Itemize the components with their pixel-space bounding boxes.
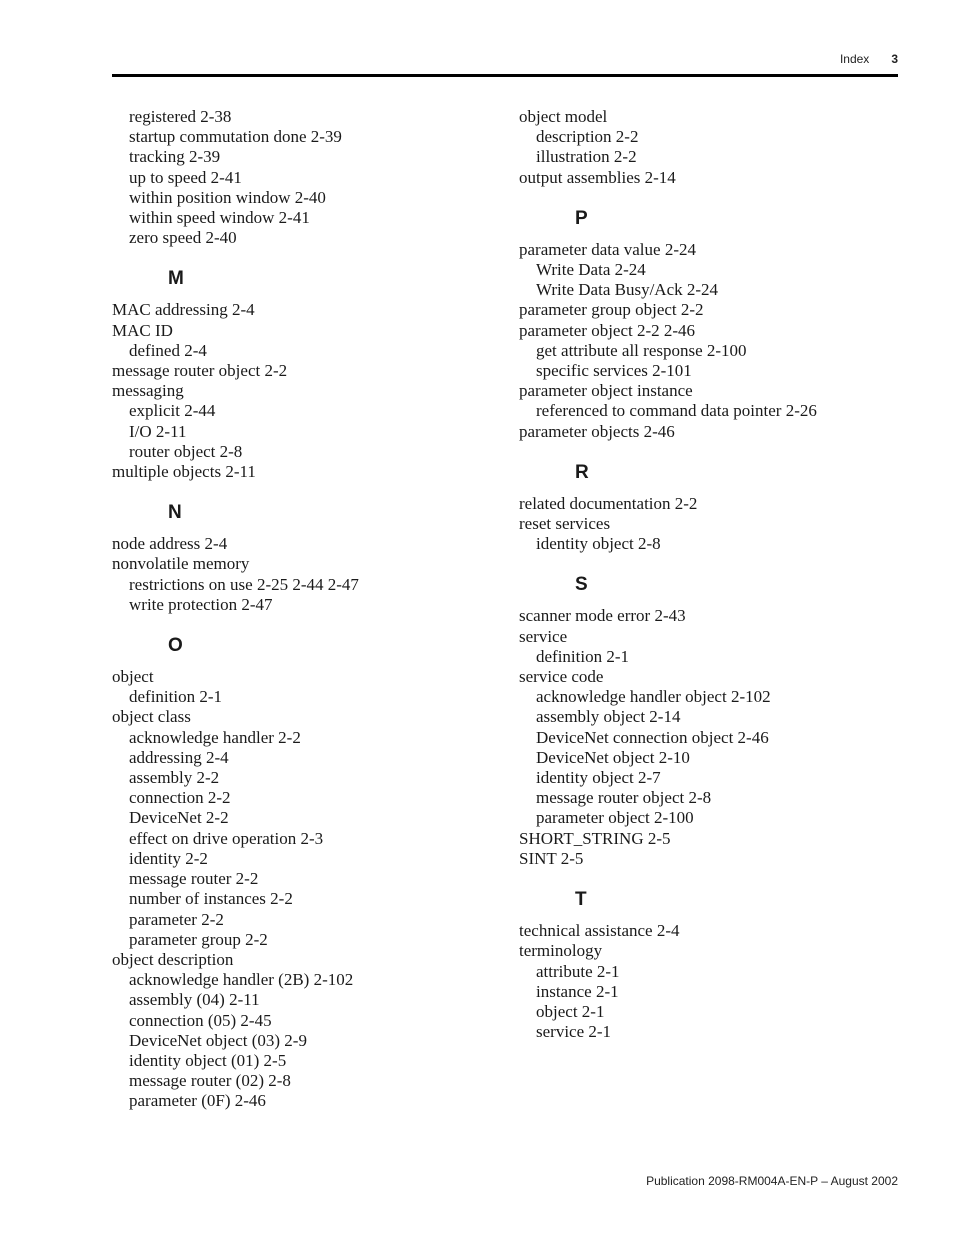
index-entry: nonvolatile memory — [112, 554, 250, 574]
index-entry: multiple objects 2-11 — [112, 462, 256, 482]
index-entry: node address 2-4 — [112, 534, 228, 554]
index-subentry: assembly (04) 2-11 — [129, 990, 260, 1010]
index-entry: parameter data value 2-24 — [519, 239, 696, 259]
index-entry: object — [112, 667, 154, 687]
index-entry: parameter objects 2-46 — [519, 421, 675, 441]
index-entry: terminology — [519, 941, 603, 961]
index-subentry: instance 2-1 — [536, 981, 619, 1001]
index-subentry: DeviceNet connection object 2-46 — [536, 727, 769, 747]
index-entry: service — [519, 626, 568, 646]
index-entry: SINT 2-5 — [519, 848, 584, 868]
index-subentry: effect on drive operation 2-3 — [129, 828, 324, 848]
index-letter-heading: M — [168, 268, 184, 290]
index-subentry: write protection 2-47 — [129, 594, 273, 614]
index-subentry: startup commutation done 2-39 — [129, 127, 342, 147]
index-subentry: description 2-2 — [536, 127, 639, 147]
index-subentry: router object 2-8 — [129, 441, 243, 461]
index-letter-heading: N — [168, 502, 182, 524]
index-subentry: assembly 2-2 — [129, 768, 220, 788]
index-subentry: message router object 2-8 — [536, 788, 712, 808]
index-column-left — [112, 107, 492, 1112]
index-subentry: identity 2-2 — [129, 848, 208, 868]
index-subentry: acknowledge handler 2-2 — [129, 727, 301, 747]
index-subentry: zero speed 2-40 — [129, 228, 237, 248]
index-entry: scanner mode error 2-43 — [519, 606, 686, 626]
index-entry: service code — [519, 667, 604, 687]
index-subentry: definition 2-1 — [129, 687, 223, 707]
page-header — [840, 52, 898, 66]
index-subentry: message router 2-2 — [129, 869, 259, 889]
index-entry: messaging — [112, 381, 184, 401]
index-entry: parameter object instance — [519, 381, 693, 401]
index-subentry: parameter object 2-100 — [536, 808, 694, 828]
index-subentry: parameter group 2-2 — [129, 929, 268, 949]
index-subentry: get attribute all response 2-100 — [536, 340, 747, 360]
index-entry: MAC addressing 2-4 — [112, 300, 255, 320]
index-letter-heading: P — [575, 207, 588, 229]
index-subentry: attribute 2-1 — [536, 961, 620, 981]
publication-info: Publication 2098-RM004A-EN-P – August 2002 — [646, 1174, 898, 1188]
index-entry: related documentation 2-2 — [519, 493, 698, 513]
index-subentry: identity object 2-8 — [536, 534, 661, 554]
index-subentry: DeviceNet 2-2 — [129, 808, 229, 828]
index-subentry: Write Data Busy/Ack 2-24 — [536, 280, 719, 300]
index-letter-heading: T — [575, 889, 587, 911]
index-subentry: connection 2-2 — [129, 788, 231, 808]
index-letter-heading: S — [575, 574, 588, 596]
index-entry: object description — [112, 949, 234, 969]
page-footer — [646, 1174, 898, 1188]
header-section-label: Index — [839, 52, 870, 66]
index-subentry: within speed window 2-41 — [129, 208, 310, 228]
index-subentry: acknowledge handler (2B) 2-102 — [129, 970, 354, 990]
index-subentry: specific services 2-101 — [536, 361, 692, 381]
index-subentry: illustration 2-2 — [536, 147, 637, 167]
index-subentry: message router (02) 2-8 — [129, 1071, 291, 1091]
index-entry: reset services — [519, 514, 611, 534]
index-entry: SHORT_STRING 2-5 — [519, 828, 671, 848]
index-subentry: Write Data 2-24 — [536, 260, 646, 280]
index-subentry: parameter 2-2 — [129, 909, 224, 929]
index-subentry: addressing 2-4 — [129, 747, 229, 767]
index-subentry: tracking 2-39 — [129, 147, 221, 167]
index-entry: MAC ID — [112, 320, 173, 340]
index-subentry: explicit 2-44 — [129, 401, 216, 421]
index-entry: object model — [519, 107, 608, 126]
header-rule — [112, 74, 898, 77]
index-entry: parameter object 2-2 2-46 — [519, 320, 696, 340]
index-letter-heading: R — [575, 461, 589, 483]
index-subentry: DeviceNet object 2-10 — [536, 747, 690, 767]
index-entry: output assemblies 2-14 — [519, 167, 676, 187]
index-subentry: DeviceNet object (03) 2-9 — [129, 1030, 307, 1050]
page-number: 3 — [891, 52, 898, 66]
index-subentry: object 2-1 — [536, 1001, 605, 1021]
index-column-right — [519, 107, 899, 1042]
index-subentry: connection (05) 2-45 — [129, 1010, 272, 1030]
index-subentry: parameter (0F) 2-46 — [129, 1091, 266, 1111]
index-subentry: acknowledge handler object 2-102 — [536, 687, 771, 707]
index-subentry: up to speed 2-41 — [129, 167, 242, 187]
index-subentry: identity object (01) 2-5 — [129, 1050, 287, 1070]
index-entry: technical assistance 2-4 — [519, 921, 680, 941]
index-entry: object class — [112, 707, 191, 727]
index-subentry: number of instances 2-2 — [129, 889, 293, 909]
index-subentry: definition 2-1 — [536, 646, 630, 666]
index-subentry: identity object 2-7 — [536, 768, 661, 788]
index-subentry: referenced to command data pointer 2-26 — [536, 401, 817, 421]
index-subentry: assembly object 2-14 — [536, 707, 681, 727]
index-subentry: registered 2-38 — [129, 107, 232, 126]
index-subentry: restrictions on use 2-25 2-44 2-47 — [129, 574, 359, 594]
index-letter-heading: O — [168, 635, 183, 657]
index-entry: message router object 2-2 — [112, 361, 288, 381]
index-subentry: within position window 2-40 — [129, 187, 326, 207]
index-entry: parameter group object 2-2 — [519, 300, 704, 320]
index-subentry: I/O 2-11 — [129, 421, 187, 441]
index-subentry: defined 2-4 — [129, 340, 207, 360]
index-subentry: service 2-1 — [536, 1022, 612, 1042]
